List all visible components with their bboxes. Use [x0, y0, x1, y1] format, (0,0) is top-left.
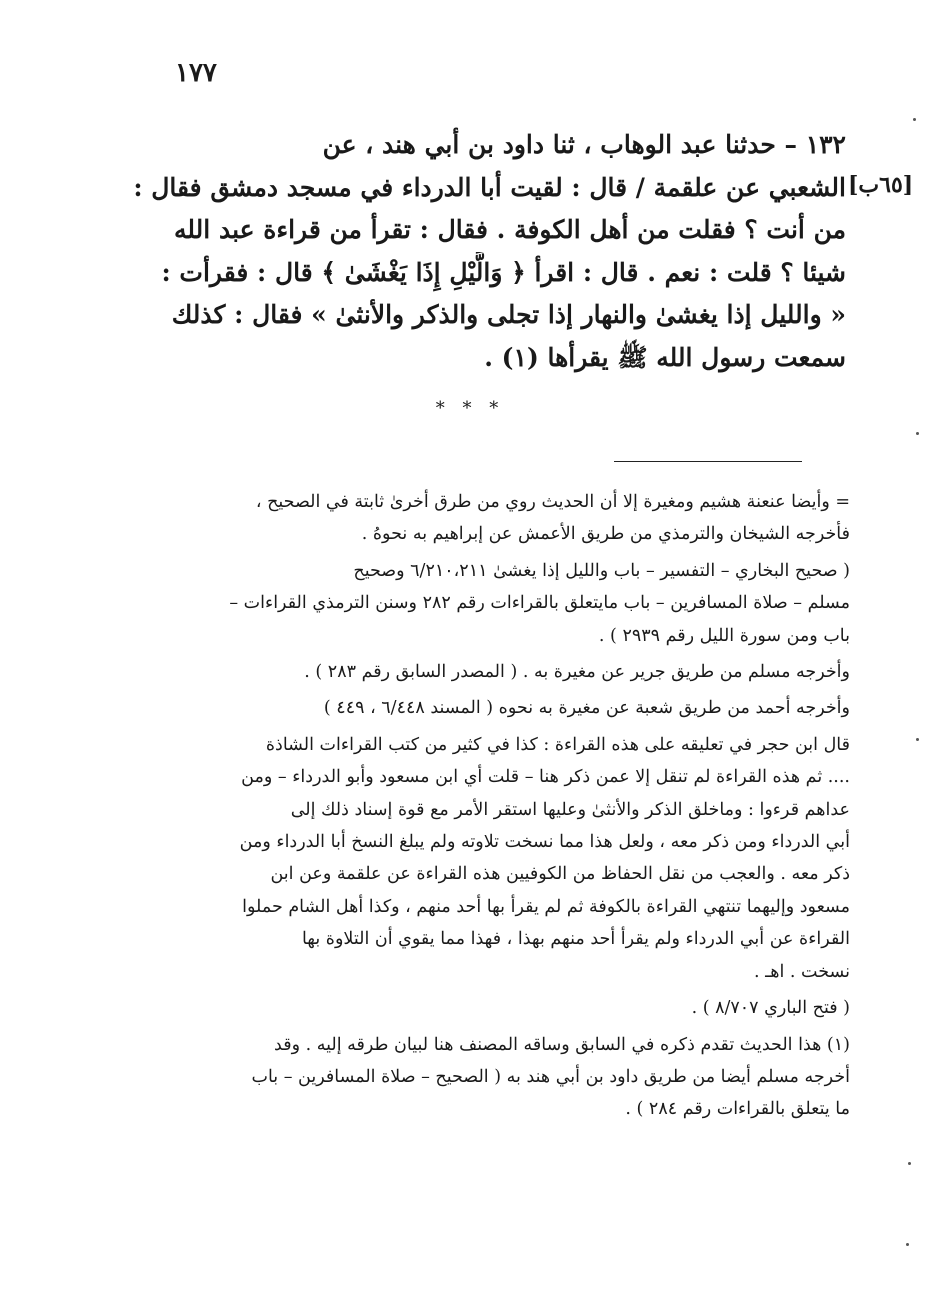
footnote-line: قال ابن حجر في تعليقه على هذه القراءة : كذا في كثير من كتب القراءات الشاذة	[265, 734, 850, 755]
page-number: ١٧٧	[175, 58, 217, 88]
footnote-paragraph	[128, 555, 850, 652]
footnote-line: باب ومن سورة الليل رقم ٢٩٣٩ ) .	[598, 625, 850, 646]
footnote-line: ما يتعلق بالقراءات رقم ٢٨٤ ) .	[625, 1099, 850, 1120]
footnote-paragraph	[128, 656, 850, 688]
footnote-line: عداهم قرءوا : وماخلق الذكر والأنثىٰ وعليها استقر الأمر مع قوة إسناد ذلك إلى	[290, 799, 850, 820]
scan-speck	[906, 1243, 909, 1246]
main-text-line: من أنت ؟ فقلت من أهل الكوفة . فقال : تقرأ من قراءة عبد الله	[174, 215, 846, 244]
footnote-paragraph	[128, 729, 850, 988]
main-text-line: سمعت رسول الله ﷺ يقرأها (١) .	[484, 342, 846, 372]
footnote-line: نسخت . اهـ .	[754, 961, 850, 982]
main-text-line: « والليل إذا يغشىٰ والنهار إذا تجلى والذكر والأنثىٰ » فقال : كذلك	[171, 300, 846, 329]
footnote-divider	[614, 461, 802, 462]
footnote-paragraph	[128, 1029, 850, 1126]
scan-speck	[913, 118, 916, 121]
footnote-line: مسعود وإليهما تنتهي القراءة بالكوفة ثم لم يقرأ بها أحد منهم ، وكذا أهل الشام حملوا	[242, 896, 850, 917]
scan-speck	[916, 738, 919, 741]
scan-speck	[916, 432, 919, 435]
main-text-line: شيئا ؟ قلت : نعم . قال : اقرأ ﴿ وَالَّيْلِ إِذَا يَغْشَىٰ ﴾ قال : فقرأت :	[161, 257, 846, 287]
footnote-line: وأخرجه أحمد من طريق شعبة عن مغيرة به نحوه ( المسند ٦/٤٤٨ ، ٤٤٩ )	[323, 698, 850, 719]
footnotes	[128, 486, 850, 1126]
footnote-line: وأخرجه مسلم من طريق جرير عن مغيرة به . ( المصدر السابق رقم ٢٨٣ ) .	[304, 662, 850, 683]
footnote-line: ذكر معه . والعجب من نقل الحفاظ من الكوفيين هذه القراءة عن علقمة وعن ابن	[270, 864, 850, 885]
footnote-line: أبي الدرداء ومن ذكر معه ، ولعل هذا مما نسخت تلاوته ولم يبلغ النسخ أبا الدرداء ومن	[239, 832, 850, 853]
footnote-line: مسلم – صلاة المسافرين – باب مايتعلق بالقراءات رقم ٢٨٢ وسنن الترمذي القراءات –	[229, 593, 850, 614]
footnote-paragraph	[128, 692, 850, 724]
footnote-line: أخرجه مسلم أيضا من طريق داود بن أبي هند به ( الصحيح – صلاة المسافرين – باب	[251, 1066, 850, 1087]
footnote-paragraph	[128, 992, 850, 1024]
footnote-line: القراءة عن أبي الدرداء ولم يقرأ أحد منهم بهذا ، فهذا مما يقوي أن التلاوة بها	[301, 929, 850, 950]
footnote-line: .... ثم هذه القراءة لم تنقل إلا عمن ذكر هنا – قلت أي ابن مسعود وأبو الدرداء – ومن	[241, 767, 850, 788]
main-text	[132, 124, 846, 379]
footnote-line: فأخرجه الشيخان والترمذي من طريق الأعمش عن إبراهيم به نحوهُ .	[361, 524, 850, 545]
section-separator: * * *	[435, 398, 505, 419]
footnote-paragraph	[128, 486, 850, 551]
main-text-line: ١٣٢ – حدثنا عبد الوهاب ، ثنا داود بن أبي هند ، عن	[322, 130, 846, 159]
footnote-line: ( صحيح البخاري – التفسير – باب والليل إذا يغشىٰ ٦/٢١٠،٢١١ وصحيح	[353, 560, 850, 581]
margin-reference: [٦٥ب]	[848, 172, 914, 198]
main-text-line: الشعبي عن علقمة / قال : لقيت أبا الدرداء في مسجد دمشق فقال :	[133, 172, 846, 202]
scan-speck	[908, 1162, 911, 1165]
footnote-line: ( فتح الباري ٨/٧٠٧ ) .	[691, 998, 850, 1019]
footnote-line: (١) هذا الحديث تقدم ذكره في السابق وساقه المصنف هنا لبيان طرقه إليه . وقد	[274, 1034, 850, 1055]
footnote-line: = وأيضا عنعنة هشيم ومغيرة إلا أن الحديث روي من طرق أخرىٰ ثابتة في الصحيح ،	[255, 492, 850, 512]
